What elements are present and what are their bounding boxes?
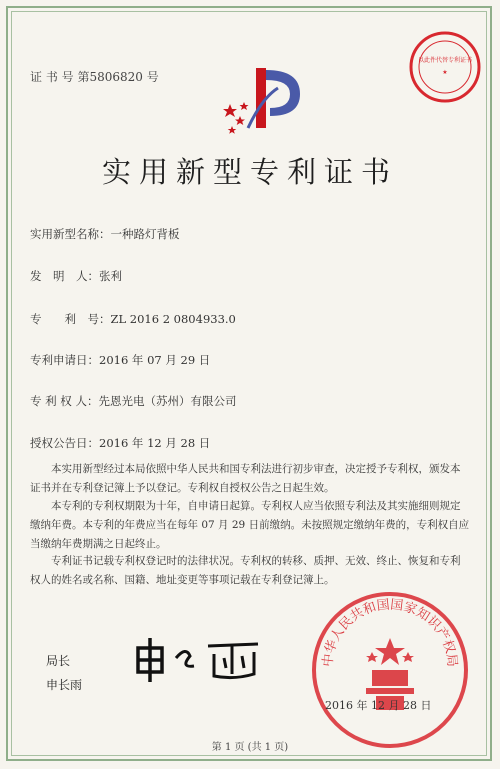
cnipa-logo — [218, 58, 308, 138]
director-signature — [128, 628, 268, 688]
seal-inner-text: 以此件代替专利证书 — [417, 57, 473, 64]
paragraph-record: 专利证书记载专利权登记时的法律状况。专利权的转移、质押、无效、终止、恢复和专利权人的姓名或名称、国籍、地址变更等事项记载在专利登记簿上。 — [30, 555, 461, 586]
seal-arc-text: 中华人民共和国国家知识产权局 — [320, 597, 460, 668]
paragraph-grant: 本实用新型经过本局依照中华人民共和国专利法进行初步审查，决定授予专利权，颁发本证书并在专利登记簿上予以登记。专利权自授权公告之日起生效。 — [30, 463, 461, 494]
page-footer: 第 1 页 (共 1 页) — [211, 742, 289, 753]
field-application-date — [30, 352, 210, 368]
field-label: 授权公告日： — [30, 436, 99, 450]
certificate-title: 实用新型专利证书 — [101, 155, 398, 189]
paragraph-term: 本专利的专利权期限为十年，自申请日起算。专利权人应当依照专利法及其实施细则规定缴纳年费。本专利的年费应当在每年 07 月 29 日前缴纳。未按照规定缴纳年费的，专利权自应当缴纳年费期满之日起终止。 — [30, 500, 470, 550]
director-name: 申长雨 — [46, 678, 83, 692]
field-value: 2016 年 12 月 28 日 — [99, 436, 211, 450]
field-label: 专利申请日： — [30, 353, 99, 367]
field-utility-name — [30, 226, 180, 242]
field-patent-number — [30, 311, 236, 327]
field-label: 发 明 人： — [30, 269, 99, 283]
certificate-number: 证 书 号 第5806820 号 — [30, 70, 159, 84]
field-value: 张利 — [99, 269, 122, 283]
examination-seal — [408, 30, 482, 104]
field-grant-date — [30, 435, 210, 451]
field-value: 2016 年 07 月 29 日 — [99, 353, 211, 367]
field-label: 实用新型名称： — [30, 227, 111, 241]
field-value: ZL 2016 2 0804933.0 — [110, 312, 236, 326]
svg-text:★: ★ — [442, 69, 448, 76]
issue-date: 2016 年 12 月 28 日 — [325, 699, 432, 712]
national-ip-office-seal — [310, 590, 470, 750]
field-label: 专 利 号： — [30, 312, 111, 326]
field-inventor — [30, 268, 122, 284]
director-title: 局长 — [46, 654, 71, 668]
field-patentee — [30, 393, 236, 409]
field-value: 一种路灯背板 — [110, 227, 180, 241]
field-label: 专 利 权 人： — [30, 394, 99, 408]
field-value: 先恩光电（苏州）有限公司 — [98, 394, 237, 408]
